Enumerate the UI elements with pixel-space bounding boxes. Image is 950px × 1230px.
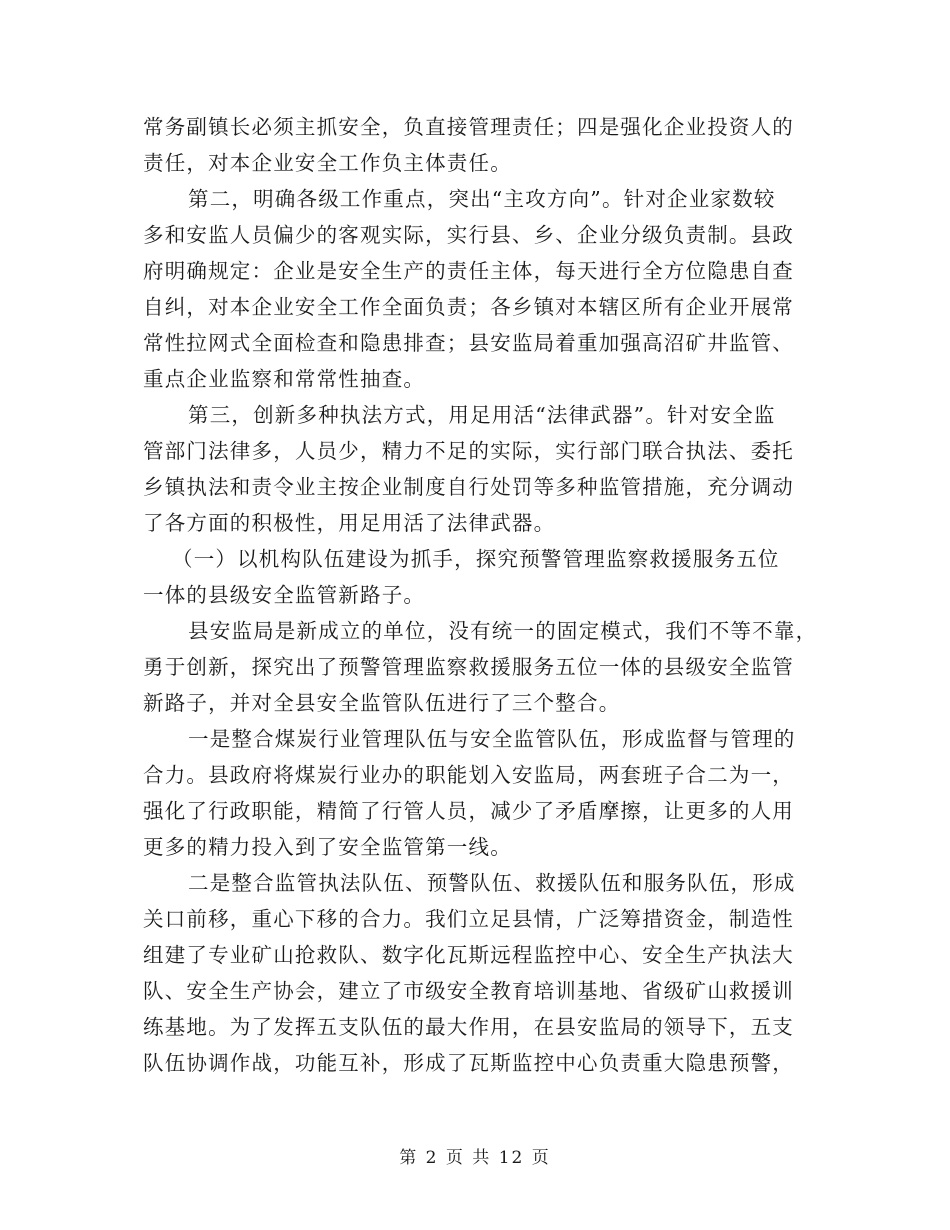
text-line: 府明确规定：企业是安全生产的责任主体，每天进行全方位隐患自查 — [143, 259, 794, 283]
text-line: 责任，对本企业安全工作负主体责任。 — [143, 151, 512, 175]
text-line: 组建了专业矿山抢救队、数字化瓦斯远程监控中心、安全生产执法大 — [143, 943, 794, 967]
text-line: 多和安监人员偏少的客观实际，实行县、乡、企业分级负责制。县政 — [143, 223, 794, 247]
text-line: 更多的精力投入到了安全监管第一线。 — [143, 835, 512, 859]
text-line: 二是整合监管执法队伍、预警队伍、救援队伍和服务队伍，形成 — [188, 871, 796, 895]
text-line: 队、安全生产协会，建立了市级安全教育培训基地、省级矿山救援训 — [143, 979, 794, 1003]
text-line: 勇于创新，探究出了预警管理监察救援服务五位一体的县级安全监管 — [143, 655, 794, 679]
text-line: 新路子，并对全县安全监管队伍进行了三个整合。 — [143, 691, 621, 715]
text-line: 第三，创新多种执法方式，用足用活“法律武器”。针对安全监 — [188, 403, 776, 427]
text-line: 一是整合煤炭行业管理队伍与安全监管队伍，形成监督与管理的 — [188, 727, 796, 751]
text-line: 第二，明确各级工作重点，突出“主攻方向”。针对企业家数较 — [188, 187, 776, 211]
text-line: 自纠，对本企业安全工作全面负责；各乡镇对本辖区所有企业开展常 — [143, 295, 794, 319]
text-line: 了各方面的积极性，用足用活了法律武器。 — [143, 511, 556, 535]
text-line: 管部门法律多，人员少，精力不足的实际，实行部门联合执法、委托 — [143, 439, 794, 463]
text-line: 常性拉网式全面检查和隐患排查；县安监局着重加强高沼矿井监管、 — [143, 331, 794, 355]
text-line: 关口前移，重心下移的合力。我们立足县情，广泛筹措资金，制造性 — [143, 907, 794, 931]
text-line: 常务副镇长必须主抓安全，负直接管理责任；四是强化企业投资人的 — [143, 115, 794, 139]
section-heading-line: （一）以机构队伍建设为抓手，探究预警管理监察救援服务五位 — [172, 547, 780, 571]
text-line: 合力。县政府将煤炭行业办的职能划入安监局，两套班子合二为一， — [143, 763, 794, 787]
text-line: 队伍协调作战，功能互补，形成了瓦斯监控中心负责重大隐患预警， — [143, 1051, 794, 1075]
text-line: 练基地。为了发挥五支队伍的最大作用，在县安监局的领导下，五支 — [143, 1015, 794, 1039]
section-heading-line: 一体的县级安全监管新路子。 — [143, 583, 426, 607]
text-line: 重点企业监察和常常性抽查。 — [143, 367, 426, 391]
page-footer: 第 2 页 共 12 页 — [399, 1148, 551, 1168]
text-line: 乡镇执法和责令业主按企业制度自行处罚等多种监管措施，充分调动 — [143, 475, 794, 499]
text-line: 强化了行政职能，精简了行管人员，减少了矛盾摩擦，让更多的人用 — [143, 799, 794, 823]
text-line: 县安监局是新成立的单位，没有统一的固定模式，我们不等不靠， — [188, 619, 818, 643]
